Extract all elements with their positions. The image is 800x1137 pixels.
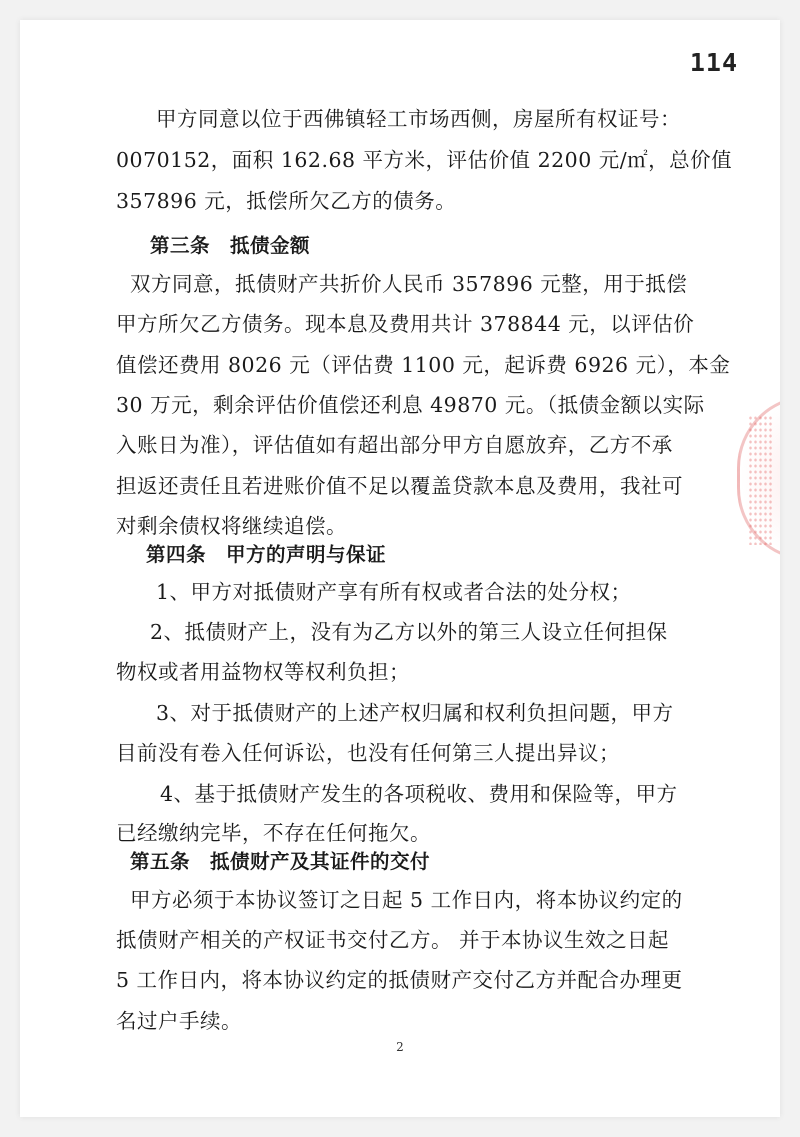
text-line: 值偿还费用 8026 元（评估费 1100 元，起诉费 6926 元），本金 bbox=[116, 353, 731, 377]
list-item: 1、甲方对抵债财产享有所有权或者合法的处分权； bbox=[156, 580, 632, 604]
text-line: 双方同意，抵债财产共折价人民币 357896 元整，用于抵偿 bbox=[130, 272, 688, 296]
text-line: 357896 元，抵偿所欠乙方的债务。 bbox=[116, 189, 457, 213]
text-line: 目前没有卷入任何诉讼，也没有任何第三人提出异议； bbox=[116, 741, 620, 765]
text-line: 名过户手续。 bbox=[116, 1009, 242, 1033]
text-line: 担返还责任且若进账价值不足以覆盖贷款本息及费用，我社可 bbox=[116, 474, 683, 498]
text-line: 对剩余债权将继续追偿。 bbox=[116, 514, 347, 538]
section-heading-3: 第三条 抵债金额 bbox=[150, 234, 311, 257]
red-seal-texture bbox=[748, 415, 774, 545]
page-mark: 114 bbox=[689, 48, 738, 77]
list-item: 2、抵债财产上，没有为乙方以外的第三人设立任何担保 bbox=[150, 620, 668, 644]
text-line: 物权或者用益物权等权利负担； bbox=[116, 660, 410, 684]
list-item: 3、对于抵债财产的上述产权归属和权利负担问题，甲方 bbox=[156, 701, 674, 725]
list-item: 4、基于抵债财产发生的各项税收、费用和保险等，甲方 bbox=[160, 782, 678, 806]
text-line: 甲方同意以位于西佛镇轻工市场西侧，房屋所有权证号： bbox=[156, 107, 681, 131]
page-number: 2 bbox=[396, 1040, 404, 1054]
section-heading-4: 第四条 甲方的声明与保证 bbox=[146, 543, 387, 566]
text-line: 5 工作日内，将本协议约定的抵债财产交付乙方并配合办理更 bbox=[116, 968, 683, 992]
text-line: 甲方必须于本协议签订之日起 5 工作日内，将本协议约定的 bbox=[130, 888, 683, 912]
text-line: 抵债财产相关的产权证书交付乙方。 并于本协议生效之日起 bbox=[116, 928, 670, 952]
text-line: 入账日为准），评估值如有超出部分甲方自愿放弃，乙方不承 bbox=[116, 433, 673, 457]
section-heading-5: 第五条 抵债财产及其证件的交付 bbox=[130, 850, 431, 873]
document-page bbox=[20, 20, 780, 1117]
text-line: 0070152，面积 162.68 平方米，评估价值 2200 元/㎡，总价值 bbox=[116, 148, 733, 172]
text-line: 已经缴纳完毕，不存在任何拖欠。 bbox=[116, 821, 431, 845]
text-line: 甲方所欠乙方债务。现本息及费用共计 378844 元，以评估价 bbox=[116, 312, 695, 336]
text-line: 30 万元，剩余评估价值偿还利息 49870 元。（抵债金额以实际 bbox=[116, 393, 705, 417]
